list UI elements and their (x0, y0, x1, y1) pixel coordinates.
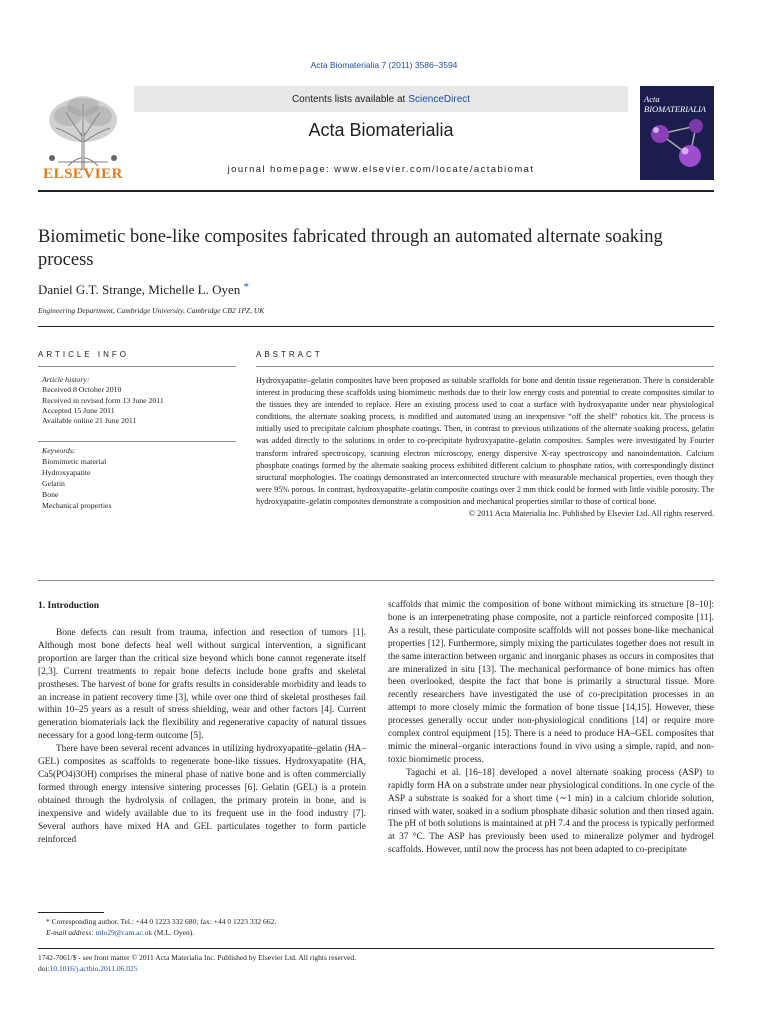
body-column-right (388, 599, 714, 857)
keywords-label: Keywords: (42, 446, 76, 455)
paper-title: Biomimetic bone-like composites fabricated through an automated alternate soaking process (38, 227, 663, 270)
header-rule (38, 190, 714, 192)
footnote-email (46, 928, 366, 939)
corresponding-author-mark[interactable]: * (243, 281, 250, 293)
affiliation: Engineering Department, Cambridge University, Cambridge CB2 1PZ, UK (38, 306, 265, 315)
doi-line (38, 963, 356, 974)
body-paragraph: There have been several recent advances in utilizing hydroxyapatite–gelatin (HA–GEL) composites as scaffolds to regenerate bone-like tissues. Hydroxyapatite (HA, Ca5(PO4)3OH) comprises the mineral phase of native bone and is often commercially formed through energy intensive sintering processes [6]. Gelatin (GEL) is a protein obtained through the hydrolysis of collagen, the primary protein in bone, and is inexpensive and widely available due to its frequent use in the food industry [7]. Several authors have mixed HA and GEL particulates together to form particle reinforced (38, 744, 366, 845)
keyword: Bone (42, 490, 59, 499)
abstract-text: Hydroxyapatite–gelatin composites have been proposed as suitable scaffolds for bone and dentin tissue regeneration. There is considerable interest in producing these scaffolds using biomimetic methods due to their low energy costs and potential to create composites similar to the tissues they are intended to replace. Here an existing process used to coat a surface with hydroxyapatite under near physiological conditions, the alternate soaking process, is modified and automated using an inexpensive “off the shelf” robotics kit. The process is initially used to precipitate calcium phosphate coatings. Then, in contrast to previous utilizations of the alternate soaking process, gelatin was added directly to the solutions in order to co-precipitate hydroxyapatite–gelatin composites. Samples were investigated by Fourier transform infrared spectroscopy, scanning electron microscopy, energy dispersive X-ray spectroscopy and nanoindentation. Calcium phosphate coatings formed by the alternate soaking process exhibited different calcium to phosphate ratios, with correspondingly distinct structural morphologies. The coatings demonstrated an interconnected structure with measurable mechanical properties, even though they were 95% porous. In contrast, hydroxyapatite–gelatin composite coatings over 2 mm thick could be formed with little visible porosity. The hydroxyapatite–gelatin composites demonstrate a composition and mechanical properties similar to those of cortical bone. (256, 376, 714, 506)
article-history (42, 375, 232, 426)
footnote (46, 917, 366, 938)
history-item: Received in revised form 13 June 2011 (42, 395, 164, 405)
body-paragraph: Bone defects can result from trauma, infection and resection of tumors [1]. Although most bone defects heal well without surgical intervention, a significant proportion are larger than the critical size beyond which bone cannot regenerate itself [2,3]. Current treatments to repair bone defects include bone grafts and skeletal prostheses. The harvest of bone for grafts results in considerable morbidity and leads to an increase in patient recovery time [3], while over one third of skeletal prostheses fail within 10–25 years as a result of stress shielding, wear and other factors [4]. Current generation biomaterials lack the flexibility and regenerative capacity of natural tissues necessary for a good long-term outcome [5]. (38, 628, 366, 742)
sciencedirect-link[interactable]: ScienceDirect (408, 93, 471, 105)
journal-citation[interactable]: Acta Biomaterialia 7 (2011) 3586–3594 (310, 60, 458, 70)
footnote-corresponding: * Corresponding author. Tel.: +44 0 1223 332 680; fax: +44 0 1223 332 662. (46, 917, 277, 926)
authors (38, 281, 249, 298)
issn-text: 1742-7061/$ - see front matter © 2011 Acta Materialia Inc. Published by Elsevier Ltd. All rights reserved. (38, 953, 357, 962)
keywords (42, 445, 232, 511)
abstract-bottom-rule (38, 580, 714, 581)
abstract-rule (256, 366, 714, 367)
email-label: E-mail address: (46, 927, 94, 937)
cover-title: Acta BIOMATERIALIA (644, 94, 707, 114)
author-names: Daniel G.T. Strange, Michelle L. Oyen (38, 282, 241, 297)
email-suffix: (M.L. Oyen). (154, 927, 195, 937)
doi-label: doi: (38, 964, 50, 973)
footnote-rule (38, 912, 104, 913)
abstract-heading: ABSTRACT (256, 350, 323, 359)
keywords-rule (38, 441, 236, 442)
elsevier-tree-logo (38, 86, 128, 178)
journal-title: Acta Biomaterialia (308, 120, 454, 140)
email-link[interactable]: mlo29@cam.ac.uk (95, 927, 153, 937)
body-column-left (38, 627, 366, 846)
keyword: Gelatin (42, 479, 65, 488)
journal-homepage[interactable]: journal homepage: www.elsevier.com/locate/actabiomat (227, 164, 535, 175)
keyword: Mechanical properties (42, 501, 112, 510)
footer-issn (38, 952, 356, 974)
contents-prefix: Contents lists available at (291, 93, 406, 105)
history-item: Received 8 October 2010 (42, 385, 122, 395)
abstract-copyright: © 2011 Acta Materialia Inc. Published by Elsevier Ltd. All rights reserved. (468, 509, 714, 519)
history-item: Accepted 15 June 2011 (42, 405, 115, 415)
abstract-body (256, 375, 714, 520)
title-rule (38, 326, 714, 327)
corresponding-text: Corresponding author. Tel.: +44 0 1223 332 680; fax: +44 0 1223 332 662. (51, 917, 277, 926)
keyword: Hydroxyapatite (42, 468, 91, 477)
history-item: Available online 21 June 2011 (42, 416, 137, 426)
history-label: Article history: (42, 375, 90, 384)
keyword: Biomimetic material (42, 457, 107, 466)
doi-link[interactable]: 10.1016/j.actbio.2011.06.025 (49, 964, 138, 973)
elsevier-wordmark: ELSEVIER (43, 166, 123, 182)
article-info-heading: ARTICLE INFO (38, 350, 129, 359)
footer-rule (38, 948, 714, 949)
section-heading-introduction: 1. Introduction (38, 601, 100, 611)
body-paragraph: scaffolds that mimic the composition of bone without mimicking its structure [8–10]: bone is an interpenetrating phase composite, not a particle reinforced composite [11]. As a result, these particulate composite scaffolds will not posses bone-like mechanical properties [12]. Furthermore, simply mixing the particulates together does not result in the same interaction between organic and inorganic phases as occurs in composites that are mineralized in situ [13]. The mechanical performance of bone mimics has often been overlooked, despite the fact that bone is primarily a structural tissue. More recently researchers have investigated the use of co-precipitation processes in an attempt to more closely mimic the formation of bone tissue [14,15]. However, these processes generally occur under non-physiological conditions [14] or require more complex control equipment [15]. There is a need to produce HA–GEL composites that mimic the mineral–organic interactions found in vivo using a simple, rapid, and non-toxic biomimetic process. (388, 600, 714, 765)
journal-cover-image (640, 86, 714, 180)
article-info-rule (38, 366, 236, 367)
contents-bar (134, 86, 628, 112)
body-paragraph: Taguchi et al. [16–18] developed a novel alternate soaking process (ASP) to rapidly form HA on a substrate under near physiological conditions. In one cycle of the ASP a substrate is soaked for a short time (∼1 min) in a calcium chloride solution, rinsed with water, soaked in a sodium phosphate dibasic solution and then rinsed again. The pH of both solutions is maintained at pH 7.4 and the process is typically performed at 37 °C. The ASP has previously been used to mineralize polymer and hydrogel scaffolds. However, until now the process has not been adapted to co-precipitate (388, 767, 714, 856)
